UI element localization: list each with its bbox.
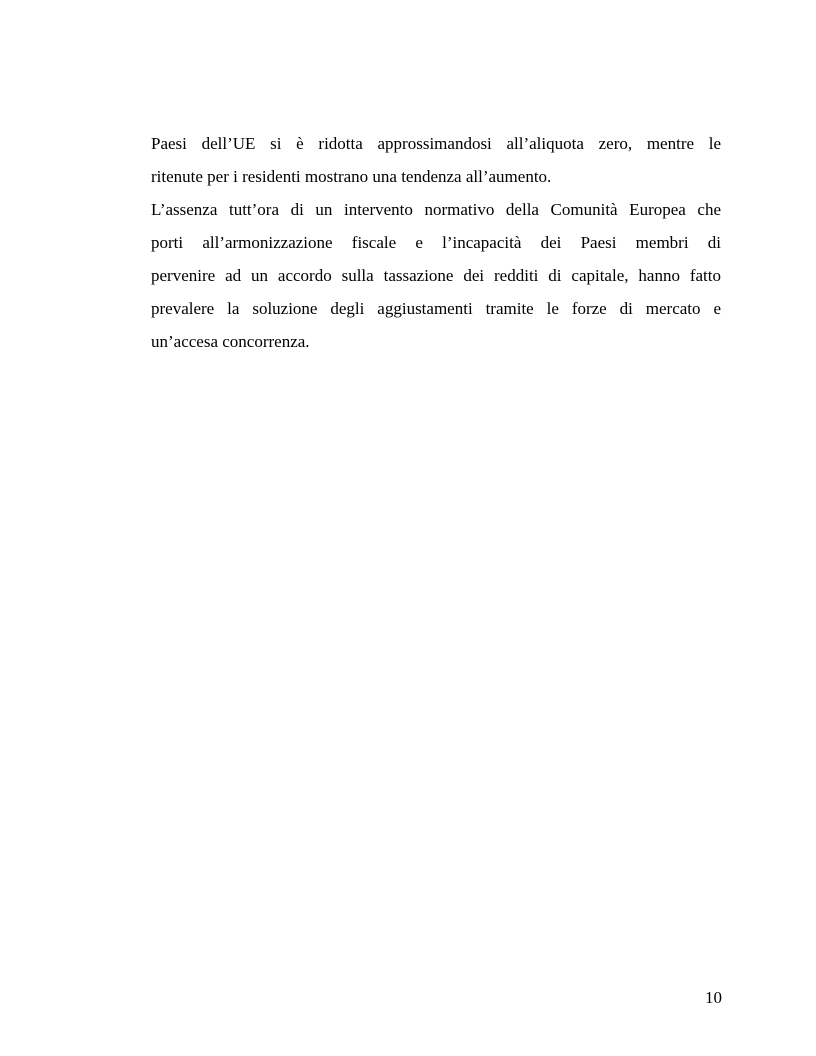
paragraph-1-line-1: Paesi dell’UE si è ridotta approssimandosi all’aliquota zero, mentre le — [151, 134, 721, 153]
paragraph-2-line-3: pervenire ad un accordo sulla tassazione dei redditi di capitale, hanno fatto — [151, 266, 721, 285]
page-number: 10 — [705, 988, 722, 1007]
paragraph-2-line-4: prevalere la soluzione degli aggiustamenti tramite le forze di mercato e — [151, 299, 721, 318]
paragraph-2-line-5: un’accesa concorrenza. — [151, 332, 310, 351]
paragraph-1-line-2: ritenute per i residenti mostrano una tendenza all’aumento. — [151, 167, 552, 186]
paragraph-2-line-1: L’assenza tutt’ora di un intervento normativo della Comunità Europea che — [151, 200, 721, 219]
paragraph-2-line-2: porti all’armonizzazione fiscale e l’incapacità dei Paesi membri di — [151, 233, 721, 252]
